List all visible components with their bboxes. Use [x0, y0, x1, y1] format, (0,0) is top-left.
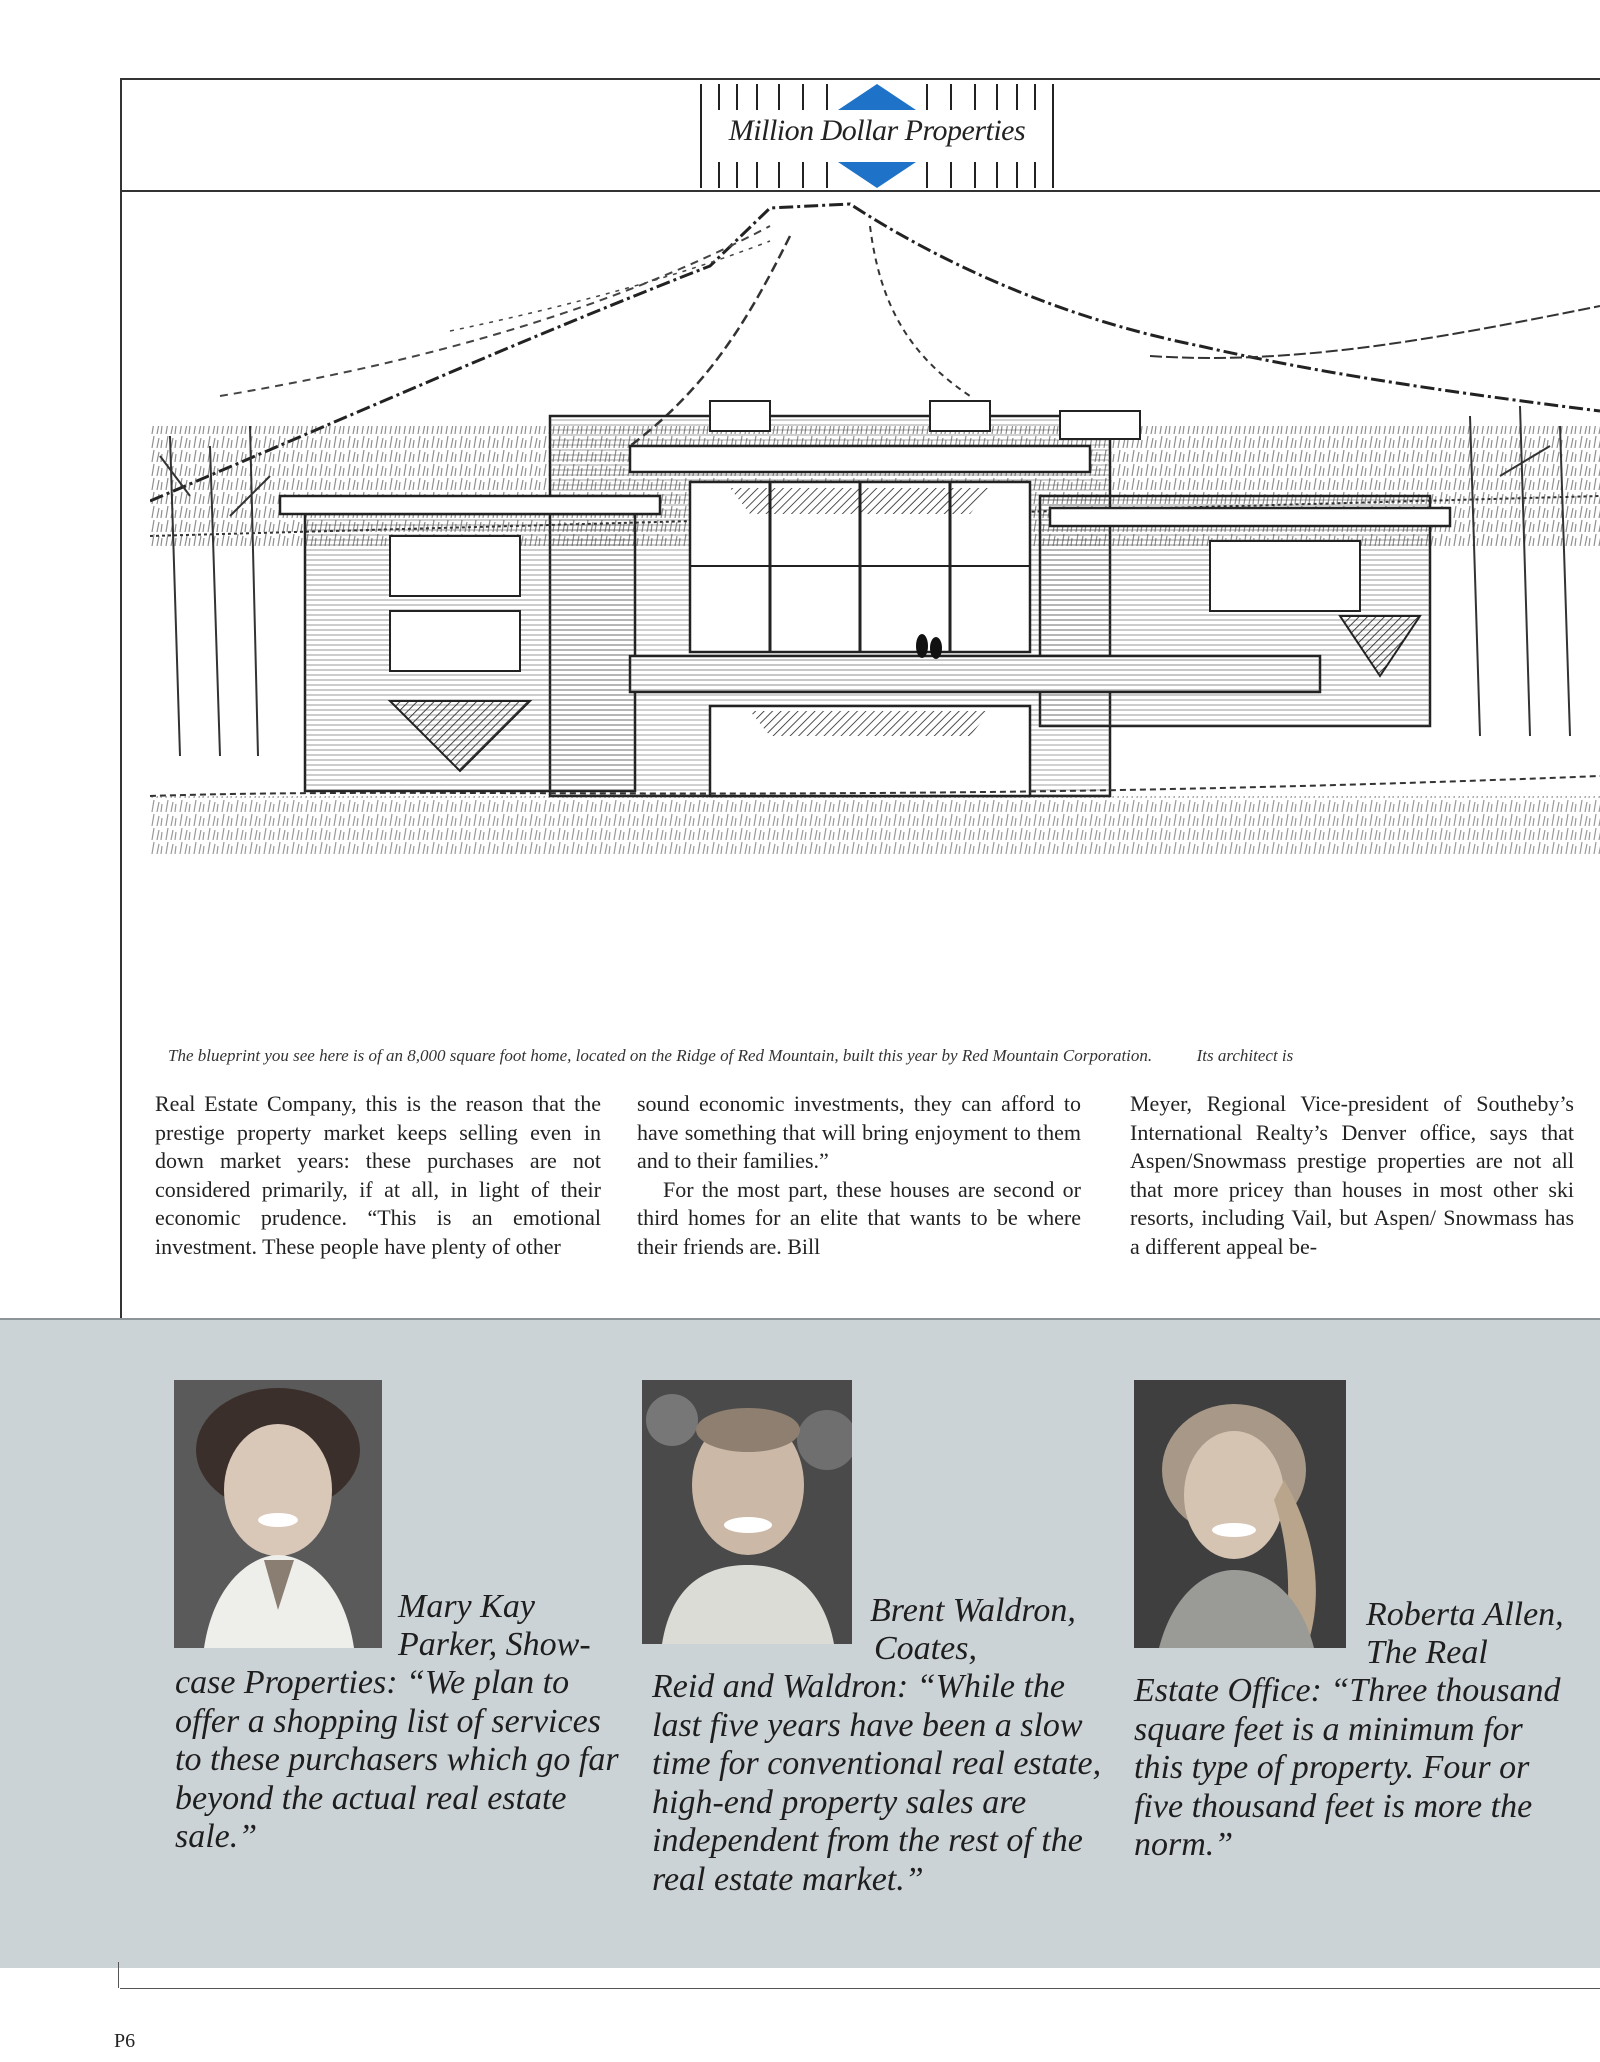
- portrait-photo-3: [1134, 1380, 1346, 1648]
- house-sketch-illustration: [150, 196, 1600, 1046]
- caption-tail: Its architect is: [1196, 1046, 1294, 1065]
- folio-rule: [120, 1988, 1600, 1989]
- quote-name-3: Roberta Allen, The Real: [1366, 1596, 1564, 1671]
- quote-text-2: Reid and Waldron: “While the last five years have been a slow time for conventional real estate, high-end property sales are independent from the rest of the real estate market.”: [652, 1668, 1102, 1898]
- article-paragraph: For the most part, these houses are second or third homes for an elite that wants to be where their friends are. Bill: [637, 1176, 1081, 1259]
- page-number: P6: [114, 2030, 136, 2052]
- article-column-2: [637, 1090, 1081, 1300]
- quote-text-1: case Properties: “We plan to offer a shopping list of services to these purchasers which go far beyond the actual real estate sale.”: [175, 1664, 619, 1855]
- article-paragraph: Meyer, Regional Vice-president of Southeby’s International Realty’s Denver office, says that Aspen/Snowmass prestige properties are not all that more pricey than houses in most other ski resorts, including Vail, but Aspen/ Snowmass has a different appeal be-: [1130, 1091, 1574, 1259]
- quote-name-1: Mary Kay Parker, Show-: [398, 1588, 591, 1663]
- diamond-top-icon: [838, 84, 916, 110]
- frame-left-rule: [120, 78, 122, 1318]
- masthead-top-ticks: [700, 84, 1054, 110]
- article-column-3: [1130, 1090, 1574, 1300]
- quote-name-2: Brent Waldron, Coates,: [870, 1592, 1076, 1667]
- masthead-title: Million Dollar Properties: [728, 114, 1026, 147]
- article-paragraph: sound economic investments, they can afford to have something that will bring enjoyment to them and to their families.”: [637, 1091, 1081, 1173]
- portrait-photo-1: [174, 1380, 382, 1648]
- illustration-caption: [168, 1046, 1600, 1066]
- portrait-photo-2: [642, 1380, 852, 1644]
- article-column-1: [155, 1090, 601, 1300]
- masthead: [700, 84, 1054, 188]
- header-bottom-rule: [120, 190, 1600, 192]
- masthead-bottom-ticks: [700, 162, 1054, 188]
- folio-tick: [118, 1962, 119, 1988]
- quotes-panel: [0, 1318, 1600, 1968]
- quote-text-3: Estate Office: “Three thousand square feet is a minimum for this type of property. Four or five thousand feet is more the norm.”: [1134, 1672, 1561, 1863]
- caption-text: The blueprint you see here is of an 8,000 square foot home, located on the Ridge of Red Mountain, built this year by Red Mountain Corporation.: [168, 1046, 1153, 1065]
- article-paragraph: Real Estate Company, this is the reason that the prestige property market keeps selling even in down market years: these purchases are not considered primarily, if at all, in light of their economic prudence. “This is an emotional investment. These people have plenty of other: [155, 1091, 601, 1259]
- diamond-bottom-icon: [838, 162, 916, 188]
- frame-top-rule: [120, 78, 1600, 80]
